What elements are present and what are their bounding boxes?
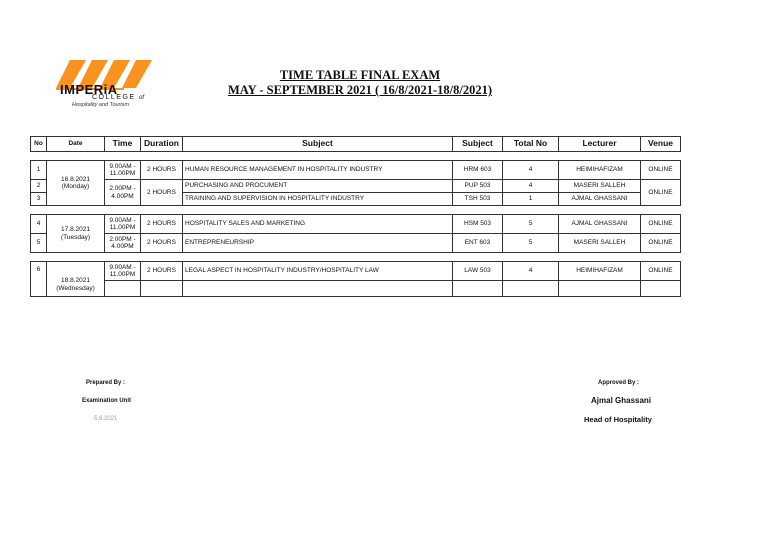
exam-time: 9.00AM - 11.00PM <box>105 262 141 281</box>
header-no: No <box>31 137 47 152</box>
approved-by-label: Approved By : <box>598 380 640 386</box>
row-no: 6 <box>31 262 47 297</box>
exam-time: 9.00AM - 11.00PM <box>105 215 141 234</box>
exam-time: 9.00AM - 11.00PM <box>105 161 141 180</box>
header-venue: Venue <box>641 137 681 152</box>
row-no: 1 <box>31 161 47 180</box>
prepared-by-label: Prepared By : <box>86 380 126 386</box>
total-no: 1 <box>503 193 559 206</box>
table-row <box>31 215 681 234</box>
header-time: Time <box>105 137 141 152</box>
logo-tagline: Hospitality and Tourism <box>72 102 129 108</box>
total-no: 4 <box>503 180 559 193</box>
venue: ONLINE <box>641 180 681 206</box>
exam-duration: 2 HOURS <box>141 215 183 234</box>
row-no: 5 <box>31 234 47 253</box>
lecturer: HEIMIHAFIZAM <box>559 161 641 180</box>
venue: ONLINE <box>641 161 681 180</box>
lecturer: HEIMIHAFIZAM <box>559 262 641 281</box>
table-row <box>31 262 681 281</box>
lecturer: AJMAL GHASSANI <box>559 215 641 234</box>
subject-name: TRAINING AND SUPERVISION IN HOSPITALITY INDUSTRY <box>183 193 453 206</box>
subject-name: PURCHASING AND PROCUMENT <box>183 180 453 193</box>
table-row-empty <box>31 281 681 297</box>
page-subtitle: MAY - SEPTEMBER 2021 ( 16/8/2021-18/8/2021) <box>227 83 492 97</box>
lecturer: MASERI SALLEH <box>559 180 641 193</box>
subject-code: PUP 503 <box>453 180 503 193</box>
subject-name: HOSPITALITY SALES AND MARKETING <box>183 215 453 234</box>
exam-duration: 2 HOURS <box>141 262 183 281</box>
row-no: 2 <box>31 180 47 193</box>
venue: ONLINE <box>641 234 681 253</box>
subject-name: HUMAN RESOURCE MANAGEMENT IN HOSPITALITY INDUSTRY <box>183 161 453 180</box>
venue: ONLINE <box>641 262 681 281</box>
subject-code: HRM 603 <box>453 161 503 180</box>
table-row <box>31 234 681 253</box>
exam-duration: 2 HOURS <box>141 180 183 206</box>
header-duration: Duration <box>141 137 183 152</box>
table-row <box>31 180 681 193</box>
exam-duration: 2 HOURS <box>141 161 183 180</box>
approved-by-title: Head of Hospitality <box>584 415 652 424</box>
prepared-date: 5.6.2021 <box>94 416 118 422</box>
subject-code: HSM 503 <box>453 215 503 234</box>
header-total-no: Total No <box>503 137 559 152</box>
subject-code: ENT 603 <box>453 234 503 253</box>
subject-name: LEGAL ASPECT IN HOSPITALITY INDUSTRY/HOSPITALITY LAW <box>183 262 453 281</box>
approved-by-name: Ajmal Ghassani <box>591 396 652 405</box>
timetable <box>30 136 681 297</box>
row-no: 4 <box>31 215 47 234</box>
logo-college: COLLEGE of <box>92 94 145 101</box>
exam-time: 2.00PM - 4.00PM <box>105 180 141 206</box>
subject-code: TSH 503 <box>453 193 503 206</box>
table-row <box>31 161 681 180</box>
page-title: TIME TABLE FINAL EXAM <box>279 68 441 82</box>
exam-duration: 2 HOURS <box>141 234 183 253</box>
logo-name: IMPERiA <box>60 82 118 97</box>
exam-date: 18.8.2021 (Wednesday) <box>47 262 105 297</box>
exam-time: 2.00PM - 4.00PM <box>105 234 141 253</box>
subject-name: ENTREPRENEURSHIP <box>183 234 453 253</box>
exam-date: 16.8.2021 (Monday) <box>47 161 105 206</box>
total-no: 5 <box>503 234 559 253</box>
row-no: 3 <box>31 193 47 206</box>
venue: ONLINE <box>641 215 681 234</box>
header-lecturer: Lecturer <box>559 137 641 152</box>
total-no: 4 <box>503 262 559 281</box>
header-date: Date <box>47 137 105 152</box>
header-subject-code: Subject <box>453 137 503 152</box>
lecturer: AJMAL GHASSANI <box>559 193 641 206</box>
total-no: 4 <box>503 161 559 180</box>
subject-code: LAW 503 <box>453 262 503 281</box>
prepared-by-unit: Examination Unit <box>82 398 132 404</box>
exam-date: 17.8.2021 (Tuesday) <box>47 215 105 253</box>
lecturer: MASERI SALLEH <box>559 234 641 253</box>
header-subject: Subject <box>183 137 453 152</box>
total-no: 5 <box>503 215 559 234</box>
table-header-row <box>31 137 681 152</box>
